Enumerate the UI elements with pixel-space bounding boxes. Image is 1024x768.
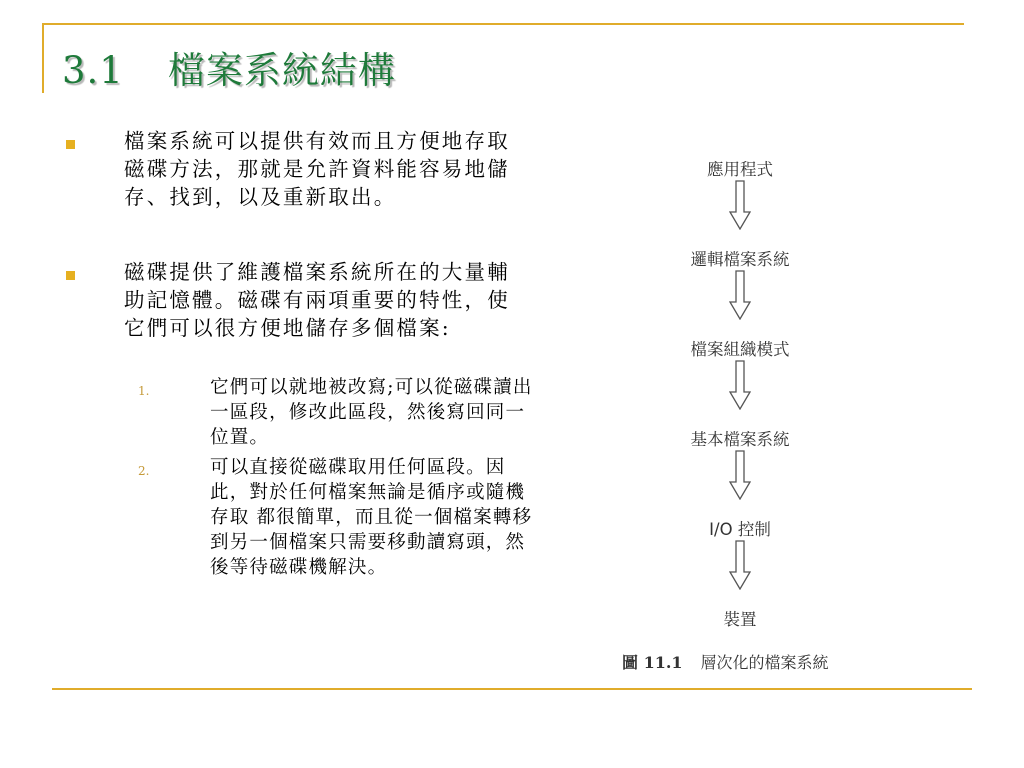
- layer-label: 邏輯檔案系統: [690, 250, 790, 269]
- sub-item-number: 1.: [138, 384, 150, 398]
- figure-number: 圖 11.1: [622, 653, 683, 672]
- figure-caption-text: 層次化的檔案系統: [700, 653, 829, 672]
- bullet-text: 磁碟提供了維護檔案系統所在的大量輔助記憶體。磁碟有兩項重要的特性，使它們可以很方便地儲存多個檔案:: [124, 260, 510, 340]
- slide-title: [62, 40, 396, 94]
- bullet-marker: [66, 271, 75, 280]
- down-arrow-icon: [729, 180, 751, 230]
- sub-item-text: 它們可以就地被改寫;可以從磁碟讀出一區段，修改此區段，然後寫回同一 位置。: [210, 377, 533, 448]
- bullet-text: 檔案系統可以提供有效而且方便地存取磁碟方法，那就是允許資料能容易地儲存、找到，以及重新取出。: [124, 129, 510, 209]
- down-arrow-icon: [729, 450, 751, 500]
- bottom-rule: [52, 688, 972, 690]
- layer-label: 應用程式: [707, 160, 773, 179]
- sub-item-number: 2.: [138, 464, 150, 478]
- down-arrow-icon: [729, 540, 751, 590]
- top-rule: [42, 23, 964, 25]
- figure-caption: [622, 650, 829, 673]
- down-arrow-icon: [729, 360, 751, 410]
- left-rule: [42, 23, 44, 93]
- layer-label: 裝置: [723, 610, 757, 629]
- bullet-marker: [66, 140, 75, 149]
- layer-label: 檔案組織模式: [690, 340, 790, 359]
- sub-item-text: 可以直接從磁碟取用任何區段。因此，對於任何檔案無論是循序或隨機存取 都很簡單，而且從一個檔案轉移到另一個檔案只需要移動讀寫頭，然後等待磁碟機解決。: [210, 457, 533, 578]
- title-text: 檔案系統結構: [167, 49, 396, 92]
- layered-file-system-figure: [600, 140, 900, 680]
- title-number: 3.1: [62, 49, 124, 92]
- layer-label: I/O 控制: [709, 520, 771, 539]
- down-arrow-icon: [729, 270, 751, 320]
- layer-label: 基本檔案系統: [690, 430, 790, 449]
